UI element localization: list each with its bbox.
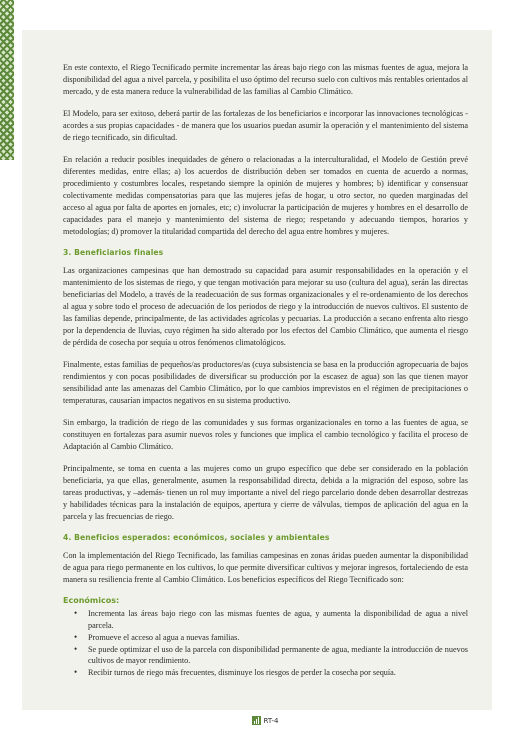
list-item: • Recibir turnos de riego más frecuentes, disminuye los riesgos de perder la cosecha por sequía. xyxy=(88,667,468,679)
economic-benefits-list xyxy=(63,608,468,679)
economic-subheading: Económicos: xyxy=(63,596,120,605)
intro-paragraph-2: El Modelo, para ser exitoso, deberá partir de las fortalezas de los beneficiarios e incorporar las innovaciones tecnológicas - acordes a sus propias capacidades - de manera que los usuarios puedan asumir la operación y el mantenimiento del sistema de riego tecnificado, sin dificultad. xyxy=(63,109,468,142)
intro-paragraph-1: En este contexto, el Riego Tecnificado permite incrementar las áreas bajo riego con las mismas fuentes de agua, mejora la disponibilidad del agua a nivel parcela, y posibilita el uso óptimo del recurso suelo con cultivos más rentables orientados al mercado, y de esta manera reduce la vulnerabilidad de las familias al Cambio Climático. xyxy=(63,63,468,96)
decorative-border-pattern xyxy=(0,0,14,160)
page-number: RT-4 xyxy=(263,716,279,725)
page-content xyxy=(63,62,468,679)
list-item: • Se puede optimizar el uso de la parcela con disponibilidad permanente de agua, mediante la introducción de nuevos cultivos de mayor rendimiento. xyxy=(88,644,468,667)
section-3-paragraph-1: Las organizaciones campesinas que han demostrado su capacidad para asumir responsabilidades en la operación y el mantenimiento de los sistemas de riego, y que tengan motivación para mejorar su uso (cultura del agua), serán las directas beneficiarias del Modelo, a través de la readecuación de sus formas organizacionales y el re-ordenamiento de los derechos al agua y sobre todo el proceso de adecuación de los periodos de riego y la introducción de nuevos cultivos. El sustento de las familias depende, principalmente, de las actividades agrícolas y pecuarias. La producción a secano enfrenta alto riesgo por la dependencia de lluvias, cuyo régimen ha sido alterado por los efectos del Cambio Climático, que aumenta el riesgo de pérdida de cosecha por sequía u otros fenómenos climatológicos. xyxy=(63,266,468,347)
section-3-paragraph-2: Finalmente, estas familias de pequeños/as productores/as (cuya subsistencia se basa en la producción agropecuaria de bajos rendimientos y con pocas posibilidades de diversificar su producción por la escasez de agua) son las que tienen mayor sensibilidad ante las amenazas del Cambio Climático, por lo que cambios imprevistos en el régimen de precipitaciones o temperaturas, causarían impactos negativos en su sistema productivo. xyxy=(63,360,468,405)
section-4-heading: 4. Beneficios esperados: económicos, sociales y ambientales xyxy=(63,533,330,542)
list-item: • Promueve el acceso al agua a nuevas familias. xyxy=(88,632,468,644)
list-item: • Incrementa las áreas bajo riego con las mismas fuentes de agua, y aumenta la disponibilidad de agua a nivel parcela. xyxy=(88,608,468,631)
page-footer xyxy=(0,716,530,725)
chart-bars-icon xyxy=(252,716,261,725)
section-3-heading: 3. Beneficiarios finales xyxy=(63,248,164,257)
section-4-intro: Con la implementación del Riego Tecnificado, las familias campesinas en zonas áridas pueden aumentar la disponibilidad de agua para riego permanente en los cultivos, lo que permite diversificar cultivos y mejorar ingresos, fortaleciendo de esta manera su resiliencia frente al Cambio Climático. Los beneficios específicos del Riego Tecnificado son: xyxy=(63,551,468,584)
intro-paragraph-3: En relación a reducir posibles inequidades de género o relacionadas a la interculturalidad, el Modelo de Gestión prevé diferentes medidas, entre ellas; a) los acuerdos de distribución deben ser tomados en cuenta de acuerdo a normas, procedimiento y costumbres locales, respetando siempre la opinión de mujeres y hombres; b) identificar y consensuar colectivamente medidas compensatorias para que las mujeres jefas de hogar, u otro sector, no queden marginadas del acceso al agua por falta de aportes en jornales, etc; c) involucrar la participación de mujeres y hombres en el desarrollo de capacidades para el manejo y mantenimiento del sistema de riego; respetando y adecuando tiempos, horarios y metodologías; d) promover la titularidad compartida del derecho del agua entre hombres y mujeres. xyxy=(63,155,468,236)
section-3-paragraph-3: Sin embargo, la tradición de riego de las comunidades y sus formas organizacionales en torno a las fuentes de agua, se constituyen en fortalezas para asumir nuevos roles y funciones que implica el cambio tecnológico y facilita el proceso de Adaptación al Cambio Climático. xyxy=(63,418,468,451)
section-3-paragraph-4: Principalmente, se toma en cuenta a las mujeres como un grupo específico que debe ser considerado en la población beneficiaria, ya que ellas, generalmente, asumen la responsabilidad directa, debida a la migración del esposo, sobre las tareas productivas, y –además- tienen un rol muy importante a nivel del riego parcelario donde deben desarrollar destrezas y habilidades técnicas para la instalación de equipos, apertura y cierre de válvulas, tiempos de aplicación del agua en la parcela y las frecuencias de riego. xyxy=(63,464,468,521)
